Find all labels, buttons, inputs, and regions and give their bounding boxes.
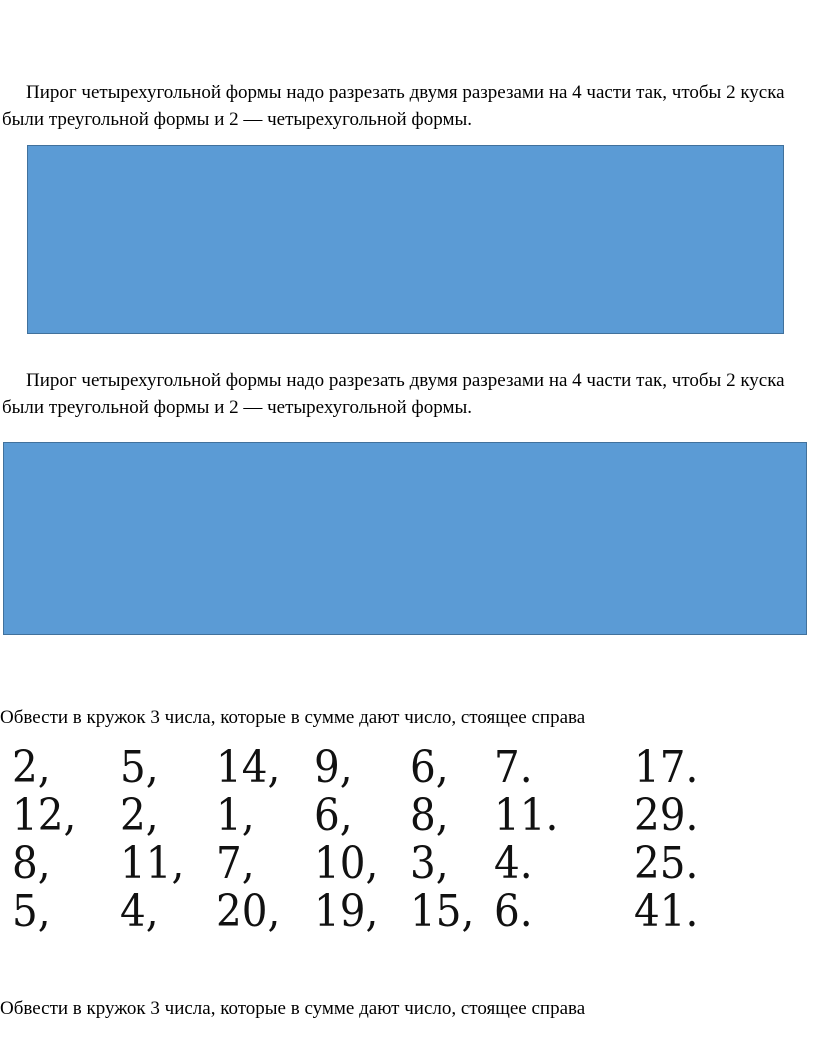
numbers-grid (0, 742, 816, 946)
numbers-row (0, 790, 816, 841)
numbers-row (0, 886, 816, 937)
number-cell: 6, (410, 742, 449, 793)
numbers-row (0, 742, 816, 793)
number-cell: 5, (12, 886, 51, 937)
number-cell: 8, (410, 790, 449, 841)
number-cell: 2, (120, 790, 159, 841)
problem-text-2: Пирог четырехугольной формы надо разрезать двумя разрезами на 4 части так, чтобы 2 куска были треугольной формы и 2 — четырехугольной формы. (2, 370, 785, 418)
number-cell: 11, (120, 838, 185, 889)
number-cell: 20, (216, 886, 281, 937)
task-instruction-2: Обвести в кружок 3 числа, которые в сумме дают число, стоящее справа (0, 998, 586, 1019)
number-cell: 14, (216, 742, 281, 793)
target-number: 17. (634, 742, 699, 793)
cake-rectangle-2 (3, 442, 807, 635)
number-cell: 1, (216, 790, 255, 841)
number-cell: 6, (314, 790, 353, 841)
number-cell: 15, (410, 886, 475, 937)
number-cell: 5, (120, 742, 159, 793)
number-cell: 19, (314, 886, 379, 937)
target-number: 25. (634, 838, 699, 889)
number-cell: 8, (12, 838, 51, 889)
number-cell: 6. (494, 886, 533, 937)
number-cell: 10, (314, 838, 379, 889)
cake-rectangle-1 (27, 145, 784, 334)
number-cell: 9, (314, 742, 353, 793)
number-cell: 3, (410, 838, 449, 889)
numbers-row (0, 838, 816, 889)
number-cell: 7. (494, 742, 533, 793)
target-number: 29. (634, 790, 699, 841)
number-cell: 4, (120, 886, 159, 937)
number-cell: 2, (12, 742, 51, 793)
number-cell: 11. (494, 790, 559, 841)
problem-text-1: Пирог четырехугольной формы надо разрезать двумя разрезами на 4 части так, чтобы 2 куска были треугольной формы и 2 — четырехугольной формы. (2, 82, 785, 130)
number-cell: 4. (494, 838, 533, 889)
number-cell: 12, (12, 790, 77, 841)
number-cell: 7, (216, 838, 255, 889)
task-instruction-1: Обвести в кружок 3 числа, которые в сумме дают число, стоящее справа (0, 707, 586, 728)
target-number: 41. (634, 886, 699, 937)
